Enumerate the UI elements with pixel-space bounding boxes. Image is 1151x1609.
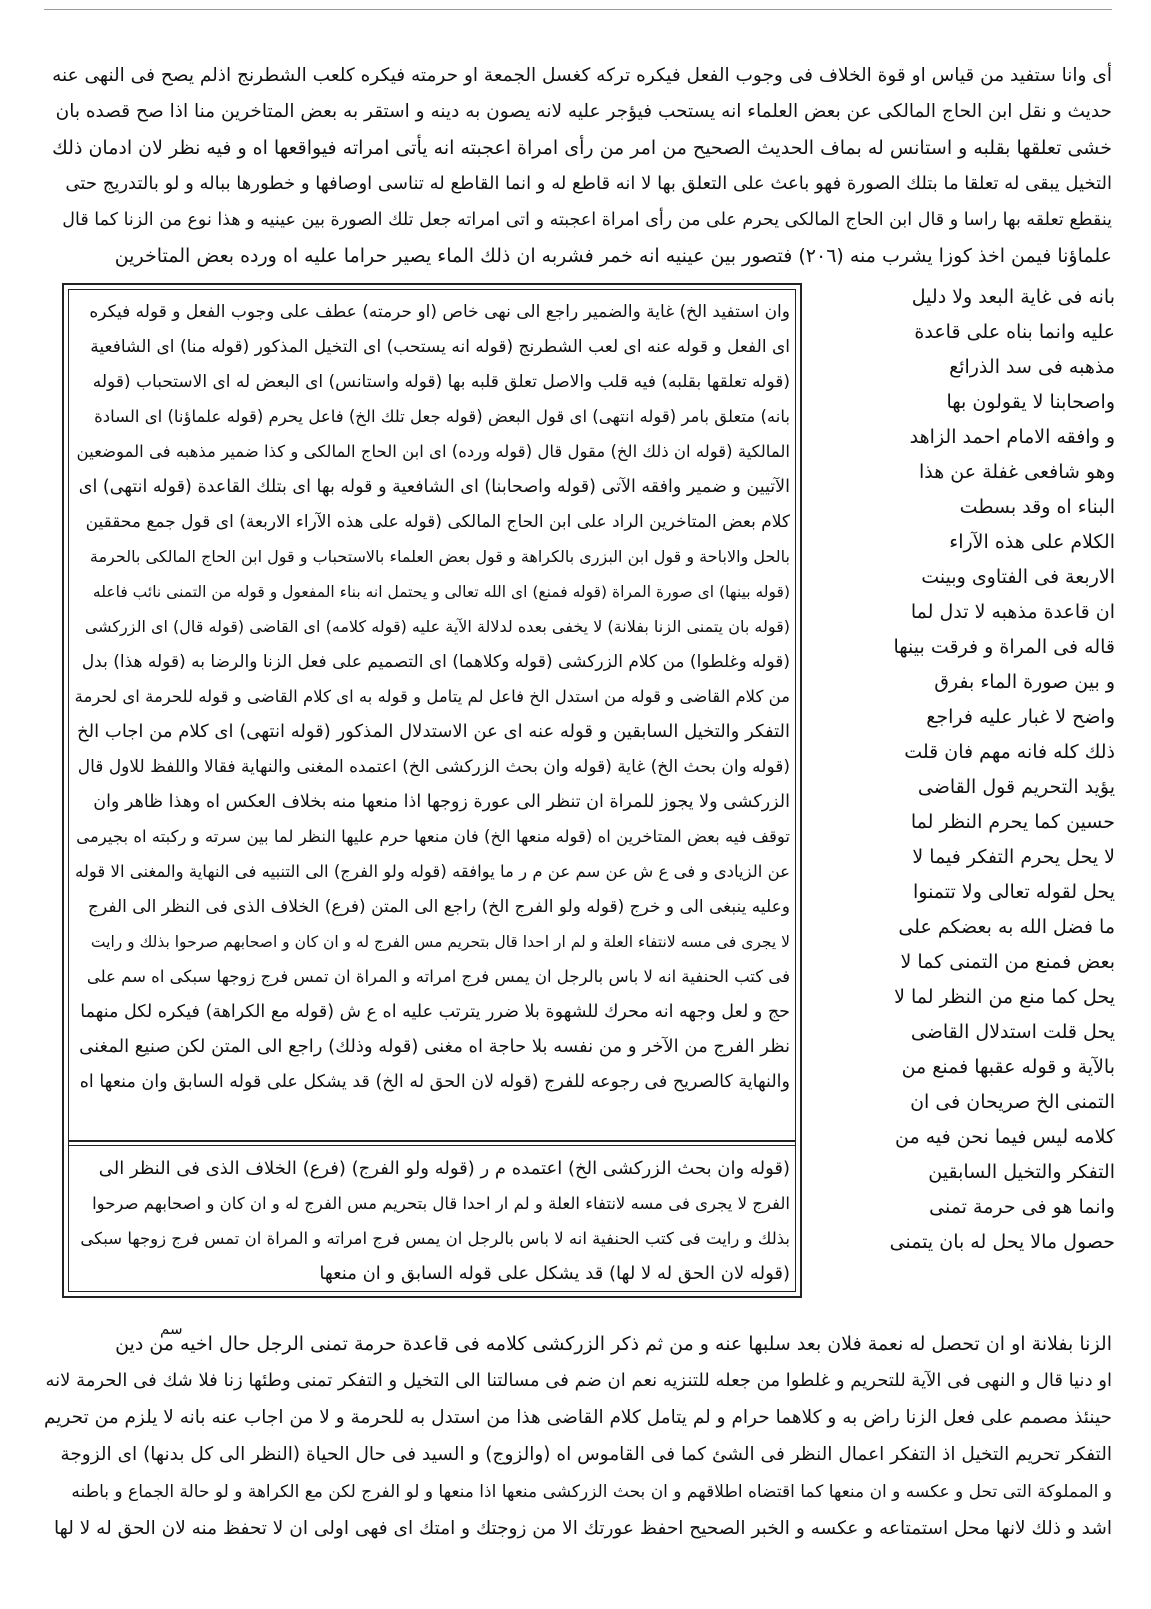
- side-line: عليه وانما بناه على قاعدة: [914, 321, 1115, 343]
- text-line: أى وانا ستفيد من قياس او قوة الخلاف فى وجوب الفعل فيكره تركه كغسل الجمعة او حرمته فيكره كلعب الشطرنج اذلم يصح فى النهى عنه: [52, 65, 1112, 86]
- commentary-line: (قوله وان بحث الزركشى الخ) اعتمده م ر (قوله ولو الفرج) (فرع) الخلاف الذى فى النظر الى: [98, 1158, 790, 1179]
- text-line: حديث و نقل ابن الحاج المالكى عن بعض العلماء انه يستحب فيؤجر عليه لانه يصون به دينه و استقر به بعض المتاخرين منا اذا صح قصده بان: [55, 101, 1112, 122]
- side-line: يحل كما منع من النظر لما لا: [894, 986, 1115, 1008]
- commentary-line: التفكر والتخيل السابقين و قوله عنه اى عن الاستدلال المذكور (قوله انتهى) اى كلام من اجاب الخ: [77, 721, 790, 742]
- side-line: وانما هو فى حرمة تمنى: [929, 1196, 1115, 1218]
- side-line: بعض فمنع من التمنى كما لا: [900, 951, 1115, 973]
- commentary-divider: [68, 1140, 796, 1146]
- commentary-line: من كلام القاضى و قوله من استدل الخ فاعل لم يتامل و قوله به اى كلام القاضى و قوله للحرمة اى لحرمة: [75, 687, 790, 706]
- side-line: التفكر والتخيل السابقين: [928, 1161, 1115, 1183]
- commentary-line: (قوله بينها) اى صورة المراة (قوله فمنع) اى الله تعالى و يحتمل انه بناء المفعول و قوله من التمنى نائب فاعله: [92, 583, 790, 601]
- commentary-line: نظر الفرج من الآخر و من نفسه بلا حاجة اه مغنى (قوله وذلك) راجع الى المتن لكن صنيع المغنى: [79, 1036, 790, 1057]
- text-line: ينقطع تعلقه بها راسا و قال ابن الحاج المالكى يحرم على من رأى امراة اعجبته و اتى امراته جعل تلك الصورة بين عينيه و هذا نوع من الزنا كما قال: [62, 210, 1112, 230]
- commentary-line: والنهاية كالصريح فى رجوعه للفرج (قوله لان الحق له الخ) قد يشكل على قوله السابق وان منعها اه: [79, 1072, 790, 1092]
- side-line: يحل قلت استدلال القاضى: [910, 1021, 1115, 1043]
- commentary-line: بانه) متعلق بامر (قوله انتهى) اى قول البعض (قوله جعل تلك الخ) فاعل يحرم (قوله علماؤنا) اى السادة: [94, 407, 790, 426]
- commentary-line: وان استفيد الخ) غاية والضمير راجع الى نهى خاص (او حرمته) عطف على وجوب الفعل و قوله فيكره: [89, 302, 790, 322]
- commentary-line: (قوله تعلقها بقلبه) فيه قلب والاصل تعلق قلبه بها (قوله واستانس) اى البعض له اى الاستحباب (قوله: [92, 372, 790, 392]
- side-line: ما فضل الله به بعضكم على: [898, 916, 1115, 938]
- side-line: الاربعة فى الفتاوى وبينت: [921, 566, 1115, 588]
- side-line: يحل لقوله تعالى ولا تتمنوا: [912, 881, 1115, 903]
- commentary-line: اى الفعل و قوله عنه اى لعب الشطرنج (قوله انه يستحب) اى التخيل المذكور (قوله منا) اى الشافعية: [90, 337, 790, 357]
- side-line: بالآية و قوله عقبها فمنع من: [901, 1056, 1115, 1078]
- commentary-line: بذلك و رايت فى كتب الحنفية انه لا باس بالرجل ان يمس فرج امراته و المراة ان تمس فرج زوجها سبكى: [80, 1229, 790, 1248]
- commentary-line: المالكية (قوله ان ذلك الخ) مقول قال (قوله ورده) اى ابن الحاج المالكى و كذا ضمير مذهبه فى الموضعين: [76, 442, 790, 461]
- commentary-line: (قوله وغلطوا) من كلام الزركشى (قوله وكلاهما) اى التصميم على فعل الزنا والرضا به (قوله هذا) بدل: [81, 652, 790, 672]
- side-line: لا يحل يحرم التفكر فيما لا: [912, 846, 1115, 868]
- side-line: ذلك كله فانه مهم فان قلت: [904, 741, 1115, 763]
- side-line: حصول مالا يحل له بان يتمنى: [889, 1231, 1115, 1253]
- text-line: التخيل يبقى له تعلقا ما بتلك الصورة فهو باعث على التعلق بها لا انه قاطع له و انما القاطع له تناسى اوصافها و خطورها بباله و لو بالتدريج حتى: [65, 173, 1112, 194]
- commentary-line: الفرج لا يجرى فى مسه لانتفاء العلة و لم ار احدا قال بتحريم مس الفرج له و ان كان و اصحابهم صرحوا: [92, 1194, 790, 1213]
- commentary-line: توقف فيه بعض المتاخرين اه (قوله منعها الخ) فان منعها حرم عليها النظر لما بين سرته و ركبته اه بجيرمى: [76, 827, 790, 846]
- side-line: قاله فى المراة و فرقت بينها: [893, 636, 1115, 658]
- text-line: الزنا بفلانة او ان تحصل له نعمة فلان بعد سلبها عنه و من ثم ذكر الزركشى كلامه فى قاعدة حرمة تمنى الرجل حال اخيه من دين: [115, 1333, 1112, 1355]
- commentary-line: (قوله وان بحث الخ) غاية (قوله وان بحث الزركشى الخ) اعتمده المغنى والنهاية فقالا واللفظ للاول قال: [77, 757, 790, 777]
- text-line: اشد و ذلك لانها محل استمتاعه و عكسه و الخبر الصحيح احفظ عورتك الا من زوجتك و امتك اى فهى اولى ان لا تحفظ منه لان الحق له لا لها: [54, 1518, 1112, 1539]
- text-line: و المملوكة التى تحل و عكسه و ان منعها كما اقتضاه اطلاقهم و ان بحث الزركشى منعها اذا منعها و لو الفرج لكن مع الكراهة و لو حالة الجماع و باطنه: [71, 1482, 1112, 1502]
- side-line: و بين صورة الماء بفرق: [934, 671, 1115, 693]
- commentary-line: فى كتب الحنفية انه لا باس بالرجل ان يمس فرج امراته و المراة ان تمس فرج زوجها سبكى اه سم على: [86, 967, 790, 986]
- side-line: حسين كما يحرم النظر لما: [910, 811, 1115, 833]
- side-line: واصحابنا لا يقولون بها: [946, 391, 1115, 413]
- text-line: خشى تعلقها بقلبه و استانس له بماف الحديث الصحيح من امر من رأى امراة اعجبته انه يأتى امراته فيواقعها اه و فيه نظر لان ادمان ذلك: [52, 137, 1112, 159]
- side-line: كلامه ليس فيما نحن فيه من: [895, 1126, 1115, 1148]
- side-line: يؤيد التحريم قول القاضى: [917, 776, 1115, 798]
- commentary-line: كلام بعض المتاخرين الراد على ابن الحاج المالكى (قوله على هذه الآراء الاربعة) اى قول جمع محققين: [85, 512, 790, 532]
- text-line: التفكر تحريم التخيل اذ التفكر اعمال النظر فى الشئ كما فى القاموس اه (والزوج) و السيد فى حال الحياة (النظر الى كل بدنها) اى الزوجة: [60, 1444, 1112, 1465]
- text-line: حينئذ مصمم على فعل الزنا راض به و كلاهما حرام و لم يتامل كلام القاضى هذا من استدل به للحرمة و لا من اجاب عنه بانه لا يلزم من تحريم: [44, 1407, 1112, 1428]
- commentary-line: بالحل والاباحة و قول ابن البزرى بالكراهة و قول بعض العلماء بالاستحباب و قول ابن الحاج المالكى بالحرمة: [89, 547, 790, 566]
- margin-note: سم: [160, 1320, 183, 1338]
- commentary-line: الزركشى ولا يجوز للمراة ان تنظر الى عورة زوجها اذا منعها منه بخلاف العكس اه وهذا ظاهر وان: [93, 792, 790, 812]
- top-rule: [44, 9, 1112, 10]
- side-line: التمنى الخ صريحان فى ان: [910, 1091, 1115, 1113]
- side-line: وهو شافعى غفلة عن هذا: [918, 461, 1115, 483]
- side-line: و وافقه الامام احمد الزاهد: [909, 426, 1115, 448]
- commentary-line: (قوله بان يتمنى الزنا بفلانة) لا يخفى بعده لدلالة الآية عليه (قوله كلامه) اى القاضى (قوله قال) اى الزركشى: [84, 617, 790, 636]
- commentary-line: حج و لعل وجهه انه محرك للشهوة بلا ضرر يترتب عليه اه ع ش (قوله مع الكراهة) فيكره لكل منهما: [80, 1002, 790, 1022]
- commentary-line: عن الزيادى و فى ع ش عن سم عن م ر ما يوافقه (قوله ولو الفرج) الى التنبيه فى النهاية والمغنى الا قوله: [75, 862, 790, 881]
- side-line: واضح لا غبار عليه فراجع: [926, 706, 1115, 728]
- commentary-line: (قوله لان الحق له لا لها) قد يشكل على قوله السابق و ان منعها: [319, 1263, 790, 1284]
- commentary-line: وعليه ينبغى الى و خرج (قوله ولو الفرج الخ) راجع الى المتن (فرع) الخلاف الذى فى النظر الى الفرج: [87, 897, 790, 917]
- side-line: مذهبه فى سد الذرائع: [949, 356, 1115, 378]
- side-line: بانه فى غاية البعد ولا دليل: [911, 286, 1115, 308]
- commentary-line: لا يجرى فى مسه لانتفاء العلة و لم ار احدا قال بتحريم مس الفرج له و ان كان و اصحابهم صرحوا بذلك و رايت: [90, 933, 790, 951]
- side-line: البناء اه وقد بسطت: [959, 496, 1115, 518]
- side-line: الكلام على هذه الآراء: [949, 531, 1115, 553]
- text-line: او دنيا قال و النهى فى الآية للتحريم و غلطوا من جعله للتنزيه نعم ان ضم فى مسالتنا الى التخيل و التفكر تمنى وطئها زنا فلا شك فى الحرمة لانه: [45, 1370, 1112, 1391]
- side-line: ان قاعدة مذهبه لا تدل لما: [910, 601, 1115, 623]
- commentary-line: الآتيين و ضمير وافقه الآتى (قوله واصحابنا) اى الشافعية و قوله بها اى بتلك القاعدة (قوله انتهى) اى: [78, 477, 790, 497]
- text-line: علماؤنا فيمن اخذ كوزا يشرب منه (٢٠٦) فتصور بين عينيه انه خمر فشربه ان ذلك الماء يصير حراما عليه اه ورده بعض المتاخرين: [114, 245, 1112, 267]
